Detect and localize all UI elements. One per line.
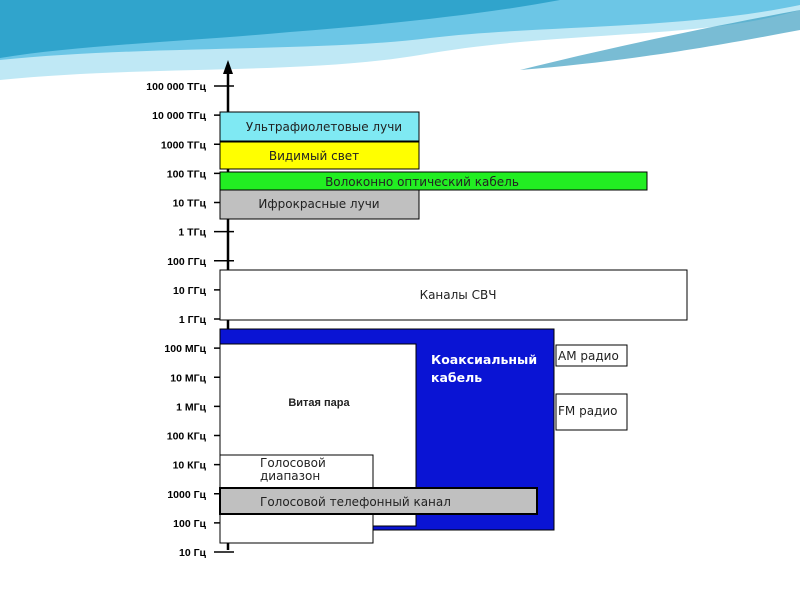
band-fiber-optic-label: Волоконно оптический кабель (325, 175, 519, 189)
band-fm-radio-label: FM радио (558, 404, 618, 418)
axis-tick-label: 1 ГГц (178, 314, 206, 326)
axis-tick-label: 100 МГц (164, 343, 206, 356)
axis-tick-label: 100 ГГц (167, 255, 206, 268)
axis-tick-label: 10 000 ТГц (152, 110, 206, 123)
band-voice-label-line2: диапазон (260, 469, 321, 483)
axis-tick-label: 1000 Гц (167, 488, 206, 501)
band-coax-label-line2: кабель (431, 370, 483, 385)
axis-tick-label: 1 МГц (176, 401, 206, 414)
band-voice-label-line1: Голосовой (260, 456, 326, 470)
axis-tick-label: 1000 ТГц (160, 139, 206, 152)
axis-tick-label: 100 000 ТГц (146, 81, 206, 93)
band-phone-channel-label: Голосовой телефонный канал (260, 495, 451, 509)
band-am-radio-label: AM радио (558, 349, 619, 363)
axis-tick-label: 1 ТГц (178, 226, 206, 239)
band-visible-light-label: Видимый свет (268, 149, 360, 163)
band-twisted-pair-label: Витая пара (288, 397, 350, 409)
axis-tick-label: 100 КГц (166, 430, 206, 443)
axis-tick-label: 100 ТГц (166, 168, 206, 181)
band-microwave-label: Каналы СВЧ (419, 288, 497, 302)
axis-tick-label: 10 КГц (172, 459, 206, 472)
band-infrared-label: Ифрокрасные лучи (258, 197, 380, 211)
axis-tick-label: 10 ГГц (173, 284, 206, 297)
band-coax-label-line1: Коаксиальный (431, 352, 538, 367)
axis-tick-label: 100 Гц (173, 517, 206, 530)
axis-tick-label: 10 ТГц (172, 197, 206, 210)
axis-tick-label: 10 Гц (178, 547, 206, 559)
band-ultraviolet-label: Ультрафиолетовые лучи (245, 120, 403, 134)
axis-tick-label: 10 МГц (170, 372, 206, 385)
axis-arrow-icon (223, 60, 233, 74)
